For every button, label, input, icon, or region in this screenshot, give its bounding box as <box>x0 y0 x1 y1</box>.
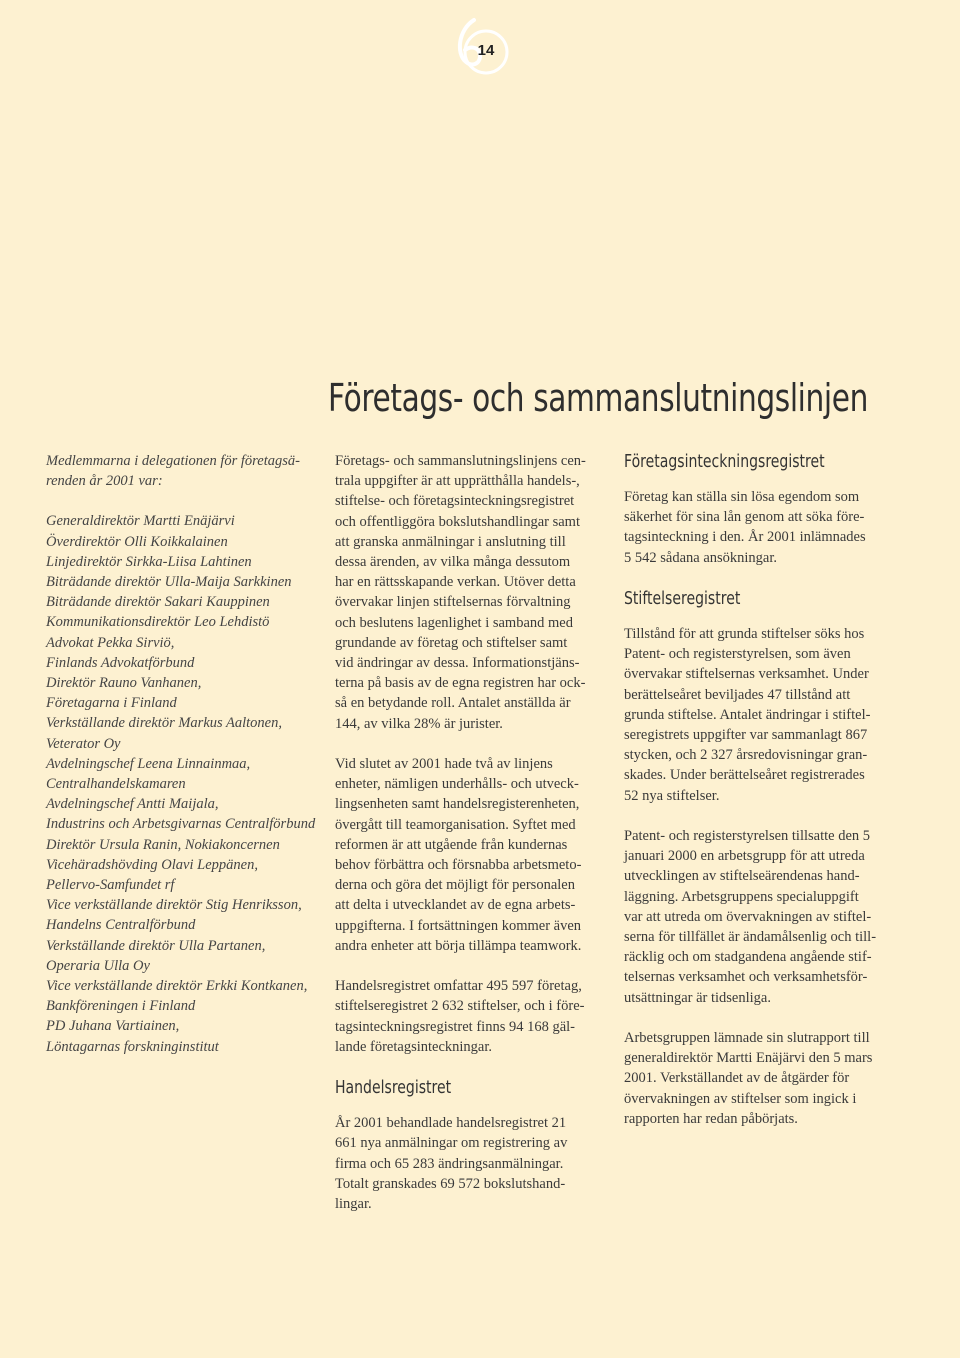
final-report-paragraph <box>624 1028 899 1129</box>
intro-line: renden år 2001 var: <box>46 473 163 490</box>
list-item: Avdelningschef Leena Linnainmaa, <box>46 755 251 772</box>
stiftelseregistret-heading: Stiftelseregistret <box>624 588 741 609</box>
text-line: tagsinteckning i den. År 2001 inlämnades <box>624 529 866 546</box>
list-item: Advokat Pekka Sirviö, <box>46 634 175 651</box>
list-item: Vice verkställande direktör Erkki Kontkanen, <box>46 978 308 995</box>
list-item: Biträdande direktör Sakari Kauppinen <box>46 594 270 611</box>
list-item: Direktör Rauno Vanhanen, <box>46 675 202 692</box>
text-line: övervakar linjen stiftelsernas förvaltning <box>335 594 571 611</box>
text-line: utvecklingen av stiftelseärendenas hand- <box>624 868 860 885</box>
text-line: År 2001 behandlade handelsregistret 21 <box>335 1115 567 1132</box>
list-item: Överdirektör Olli Koikkalainen <box>46 533 228 550</box>
list-item: Linjedirektör Sirkka-Liisa Lahtinen <box>46 553 252 570</box>
text-line: firma och 65 283 ändringsanmälningar. <box>335 1155 564 1172</box>
text-line: stiftelse- och företagsinteckningsregistret <box>335 493 575 510</box>
list-item: Verkställande direktör Markus Aaltonen, <box>46 715 282 732</box>
text-line: berättelseåret beviljades 47 tillstånd att <box>624 686 851 703</box>
text-line: var att utreda om övervakningen av stiftel- <box>624 908 872 925</box>
stiftelse-paragraph <box>624 624 899 806</box>
text-line: övergått till teamorganisation. Syftet med <box>335 816 576 833</box>
text-line: serna för tillfället är ändamålsenlig och till- <box>624 929 877 946</box>
text-line: andra enheter att börja tillämpa teamwork. <box>335 937 582 954</box>
right-column <box>624 451 899 1129</box>
text-line: trala uppgifter är att upprätthålla handels-, <box>335 473 580 490</box>
text-line: stiftelseregistret 2 632 stiftelser, och i före- <box>335 998 585 1015</box>
list-item: Biträdande direktör Ulla-Maija Sarkkinen <box>46 574 292 591</box>
text-line: och beslutens lagenlighet i samband med <box>335 614 573 631</box>
text-line: Patent- och registerstyrelsen, som även <box>624 646 851 663</box>
overview-paragraph <box>335 451 607 734</box>
text-line: Totalt granskades 69 572 bokslutshand- <box>335 1175 566 1192</box>
list-item: Verkställande direktör Ulla Partanen, <box>46 937 266 954</box>
text-line: Företag kan ställa sin lösa egendom som <box>624 489 860 505</box>
text-line: Företags- och sammanslutningslinjens cen- <box>335 453 586 469</box>
list-item: Företagarna i Finland <box>46 695 177 712</box>
text-line: 2001. Verkställandet av de åtgärder för <box>624 1070 850 1087</box>
text-line: Handelsregistret omfattar 495 597 företag, <box>335 978 582 995</box>
text-line: Patent- och registerstyrelsen tillsatte den 5 <box>624 828 871 845</box>
text-line: att granska anmälningar i anslutning till <box>335 533 566 550</box>
list-item: Industrins och Arbetsgivarnas Centralförbund <box>46 816 316 833</box>
list-item: Finlands Advokatförbund <box>46 654 195 671</box>
text-line: räcklig och om stadgandena angående stif- <box>624 949 872 966</box>
member-list <box>46 511 321 1056</box>
text-line: behov förbättra och försnabba arbetsmeto- <box>335 857 582 874</box>
text-line: har en rättsskapande verkan. Utöver detta <box>335 574 576 591</box>
text-line: skades. Under berättelseåret registrerades <box>624 767 865 784</box>
handelsregistret-heading: Handelsregistret <box>335 1077 452 1099</box>
text-line: säkerhet för sina lån genom att söka före- <box>624 509 865 526</box>
middle-column <box>335 451 607 1214</box>
list-item: Kommunikationsdirektör Leo Lehdistö <box>46 614 270 631</box>
text-line: 52 nya stiftelser. <box>624 787 720 804</box>
list-item: Vicehäradshövding Olavi Leppänen, <box>46 856 258 873</box>
foretagsinteckningsregistret-heading: Företagsinteckningsregistret <box>624 451 825 472</box>
text-line: lingar. <box>335 1196 372 1213</box>
text-line: uppgifterna. I fortsättningen kommer även <box>335 917 582 934</box>
delegation-intro <box>46 451 321 491</box>
delegation-column <box>46 451 321 1057</box>
list-item: Pellervo-Samfundet rf <box>46 877 175 894</box>
text-line: grunda stiftelse. Antalet ändringar i stiftel- <box>624 706 871 723</box>
text-line: Arbetsgruppen lämnade sin slutrapport till <box>624 1030 870 1047</box>
text-line: 144, av vilka 28% är jurister. <box>335 715 503 732</box>
list-item: Operaria Ulla Oy <box>46 957 150 974</box>
text-line: läggning. Arbetsgruppens specialuppgift <box>624 888 859 905</box>
page-number: 14 <box>477 42 495 59</box>
text-line: terna på basis av de egna registren har ock- <box>335 675 586 692</box>
working-group-paragraph <box>624 826 899 1008</box>
text-line: så en betydande roll. Antalet anställda är <box>335 695 571 712</box>
text-line: dessa ärenden, av vilka många dessutom <box>335 554 571 571</box>
list-item: Löntagarnas forskninginstitut <box>46 1038 219 1055</box>
text-line: 661 nya anmälningar om registrering av <box>335 1135 568 1152</box>
text-line: derna och göra det möjligt för personalen <box>335 877 575 894</box>
text-line: övervakningen av stiftelser som ingick i <box>624 1090 857 1107</box>
text-line: generaldirektör Martti Enäjärvi den 5 mars <box>624 1050 873 1067</box>
text-line: 5 542 sådana ansökningar. <box>624 549 778 566</box>
register-totals-paragraph <box>335 976 607 1057</box>
handelsregistret-paragraph <box>335 1113 607 1214</box>
text-line: lingsenheten samt handelsregisterenheten, <box>335 796 580 813</box>
list-item: Handelns Centralförbund <box>46 917 196 934</box>
foretagsinteckning-paragraph <box>624 487 899 568</box>
text-line: reformen är att utgående från kundernas <box>335 836 568 853</box>
text-line: grundande av företag och stiftelser samt <box>335 634 568 651</box>
list-item: Vice verkställande direktör Stig Henriksson, <box>46 897 302 914</box>
text-line: seregistrets uppgifter var sammanlagt 867 <box>624 727 868 744</box>
text-line: Tillstånd för att grunda stiftelser söks hos <box>624 626 865 642</box>
text-line: rapporten har redan påbörjats. <box>624 1110 798 1127</box>
text-line: och offentliggöra bokslutshandlingar samt <box>335 513 580 530</box>
text-line: utsättningar är tidsenliga. <box>624 989 771 1006</box>
text-line: stycken, och 2 327 årsredovisningar gran- <box>624 747 868 764</box>
text-line: övervakar stiftelsernas verksamhet. Under <box>624 666 869 683</box>
page-title: Företags- och sammanslutningslinjen <box>328 376 869 420</box>
teamwork-paragraph <box>335 754 607 956</box>
text-line: tagsinteckningsregistret finns 94 168 gäl- <box>335 1018 576 1035</box>
list-item: PD Juhana Vartiainen, <box>46 1018 180 1035</box>
text-line: Vid slutet av 2001 hade två av linjens <box>335 756 553 773</box>
text-line: lande företagsinteckningar. <box>335 1038 493 1055</box>
list-item: Avdelningschef Antti Maijala, <box>46 796 219 813</box>
list-item: Veterator Oy <box>46 735 121 752</box>
text-line: enheter, nämligen underhålls- och utveck- <box>335 776 579 793</box>
list-item: Centralhandelskamaren <box>46 776 186 793</box>
list-item: Bankföreningen i Finland <box>46 998 196 1015</box>
list-item: Direktör Ursula Ranin, Nokiakoncernen <box>46 836 280 853</box>
text-line: telsernas verksamhet och verksamhetsför- <box>624 969 868 986</box>
intro-line: Medlemmarna i delegationen för företagsä- <box>46 453 300 469</box>
text-line: januari 2000 en arbetsgrupp för att utreda <box>624 848 865 865</box>
text-line: att delta i utvecklandet av de egna arbets- <box>335 897 576 914</box>
list-item: Generaldirektör Martti Enäjärvi <box>46 513 235 530</box>
text-line: vid ändringar av dessa. Informationstjäns- <box>335 655 580 672</box>
